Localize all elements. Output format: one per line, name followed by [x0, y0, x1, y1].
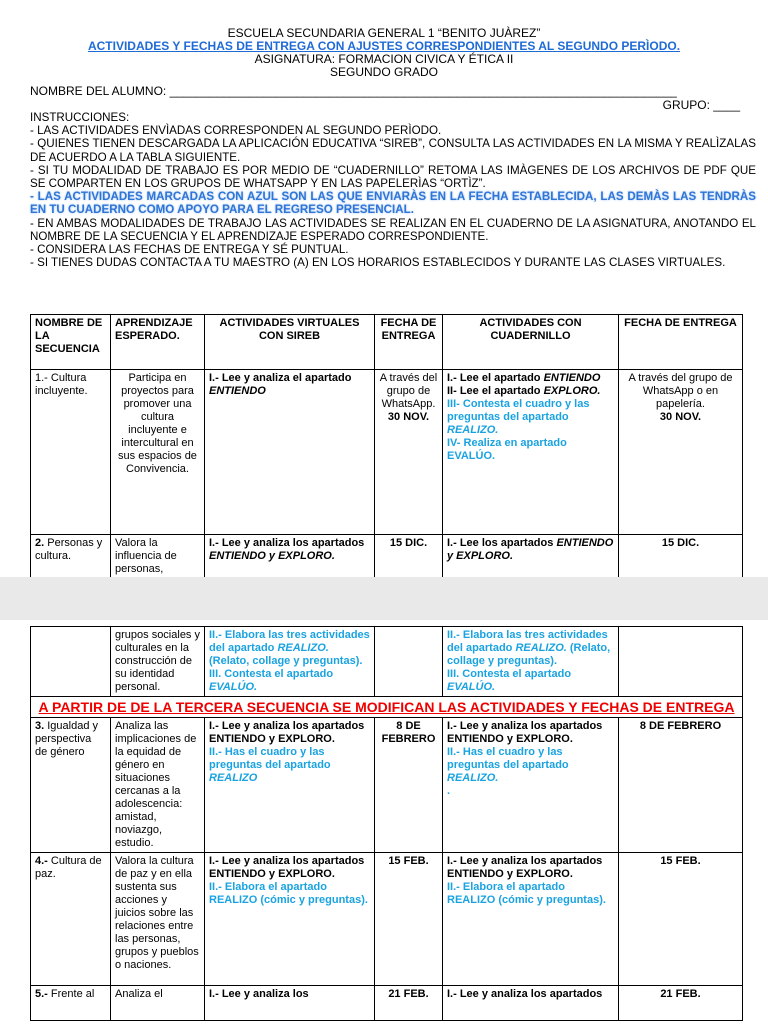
- sireb-cell: II.- Elabora las tres actividades del apartado REALIZO. (Relato, collage y preguntas). III. Contesta el apartado EVALÚO.: [205, 627, 375, 697]
- secuencia-cell: 3. Igualdad y perspectiva de género: [31, 718, 111, 853]
- document-title: ACTIVIDADES Y FECHAS DE ENTREGA CON AJUSTES CORRESPONDIENTES AL SEGUNDO PERÌODO.: [87, 39, 681, 53]
- cuadernillo-cell: I.- Lee el apartado ENTIENDO II- Lee el apartado EXPLORO. III- Contesta el cuadro y las preguntas del apartado REALIZO. IV- Realiza en apartado EVALÚO.: [443, 370, 619, 535]
- col-header-sireb: ACTIVIDADES VIRTUALES CON SIREB: [205, 315, 375, 370]
- instruction-item: - EN AMBAS MODALIDADES DE TRABAJO LAS ACTIVIDADES SE REALIZAN EN EL CUADERNO DE LA ASIGNATURA, ANOTANDO EL NOMBRE DE LA SECUENCIA Y EL APRENDIZAJE ESPERADO CORRESPONDIENTE.: [30, 216, 756, 243]
- fecha-sireb-cell: 15 FEB.: [375, 853, 443, 986]
- secuencia-cell: 2. Personas y cultura.: [31, 535, 111, 578]
- fecha-sireb-cell: 15 DIC.: [375, 535, 443, 578]
- fecha-sireb-cell: A través del grupo de WhatsApp. 30 NOV.: [375, 370, 443, 535]
- student-name-label: NOMBRE DEL ALUMNO: ____________________________________________________________________________: [30, 84, 677, 98]
- cuadernillo-cell: I.- Lee y analiza los apartados ENTIENDO y EXPLORO. II.- Has el cuadro y las preguntas del apartado REALIZO. .: [443, 718, 619, 853]
- fecha-cuadernillo-cell: 21 FEB.: [619, 986, 743, 1021]
- instruction-item: - QUIENES TIENEN DESCARGADA LA APLICACIÓN EDUCATIVA “SIREB”, CONSULTA LAS ACTIVIDADES EN LA MISMA Y REALÌZALAS DE ACUERDO A LA TABLA SIGUIENTE.: [30, 137, 756, 164]
- table-row: [31, 986, 743, 1021]
- fecha-sireb-cell: [375, 627, 443, 697]
- col-header-cuadernillo: ACTIVIDADES CON CUADERNILLO: [443, 315, 619, 370]
- aprendizaje-cell: grupos sociales y culturales en la construcción de su identidad personal.: [111, 627, 205, 697]
- activities-table: [30, 314, 743, 577]
- instruction-item: - LAS ACTIVIDADES ENVÌADAS CORRESPONDEN AL SEGUNDO PERÌODO.: [30, 124, 442, 138]
- student-line: [30, 84, 740, 112]
- instruction-item-highlight: - LAS ACTIVIDADES MARCADAS CON AZUL SON LAS QUE ENVIARÀS EN LA FECHA ESTABLECIDA, LAS DEMÀS LAS TENDRÀS EN TU CUADERNO COMO APOYO PARA EL REGRESO PRESENCIAL.: [30, 190, 756, 217]
- document-page-2: [0, 620, 768, 1024]
- aprendizaje-cell: Analiza el: [111, 986, 205, 1021]
- cuadernillo-cell: I.- Lee los apartados ENTIENDO y EXPLORO.: [443, 535, 619, 578]
- fecha-sireb-cell: 21 FEB.: [375, 986, 443, 1021]
- fecha-cuadernillo-cell: A través del grupo de WhatsApp o en papelería. 30 NOV.: [619, 370, 743, 535]
- table-row: [31, 370, 743, 535]
- instruction-item: - SI TIENES DUDAS CONTACTA A TU MAESTRO (A) EN LOS HORARIOS ESTABLECIDOS Y DURANTE LAS CLASES VIRTUALES.: [30, 256, 726, 270]
- instructions: [30, 111, 756, 269]
- banner-row: [31, 697, 743, 718]
- aprendizaje-cell: Valora la influencia de personas,: [111, 535, 205, 578]
- fecha-cuadernillo-cell: 15 DIC.: [619, 535, 743, 578]
- subject-line: ASIGNATURA: FORMACION CIVICA Y ÉTICA II: [254, 52, 514, 66]
- grade-line: SEGUNDO GRADO: [329, 65, 438, 79]
- table-row: [31, 853, 743, 986]
- secuencia-cell: [31, 627, 111, 697]
- activities-table-continued: [30, 626, 743, 1021]
- col-header-fecha-sireb: FECHA DE ENTREGA: [375, 315, 443, 370]
- secuencia-cell: 5.- Frente al: [31, 986, 111, 1021]
- table-row: [31, 718, 743, 853]
- sireb-cell: I.- Lee y analiza el apartado ENTIENDO: [205, 370, 375, 535]
- fecha-cuadernillo-cell: 8 DE FEBRERO: [619, 718, 743, 853]
- cuadernillo-cell: I.- Lee y analiza los apartados ENTIENDO y EXPLORO. II.- Elabora el apartado REALIZO (cómic y preguntas).: [443, 853, 619, 986]
- sireb-cell: I.- Lee y analiza los: [205, 986, 375, 1021]
- instruction-item: - CONSIDERA LAS FECHAS DE ENTREGA Y SÉ PUNTUAL.: [30, 243, 349, 257]
- fecha-cuadernillo-cell: 15 FEB.: [619, 853, 743, 986]
- cuadernillo-cell: I.- Lee y analiza los apartados: [443, 986, 619, 1021]
- col-header-fecha-cuadernillo: FECHA DE ENTREGA: [619, 315, 743, 370]
- secuencia-cell: 4.- Cultura de paz.: [31, 853, 111, 986]
- sequence-change-banner: A PARTIR DE DE LA TERCERA SECUENCIA SE MODIFICAN LAS ACTIVIDADES Y FECHAS DE ENTREGA: [31, 697, 743, 718]
- table-row: [31, 535, 743, 578]
- sireb-cell: I.- Lee y analiza los apartados ENTIENDO y EXPLORO. II.- Elabora el apartado REALIZO (cómic y preguntas).: [205, 853, 375, 986]
- instruction-item: - SI TU MODALIDAD DE TRABAJO ES POR MEDIO DE “CUADERNILLO” RETOMA LAS IMÀGENES DE LOS ARCHIVOS DE PDF QUE SE COMPARTEN EN LOS GRUPOS DE WHATSAPP Y EN LAS PAPELERÌAS “ORTÌZ”.: [30, 163, 756, 191]
- aprendizaje-cell: Analiza las implicaciones de la equidad de género en situaciones cercanas a la adolescencia: amistad, noviazgo, estudio.: [111, 718, 205, 853]
- col-header-secuencia: NOMBRE DE LA SECUENCIA: [31, 315, 111, 370]
- school-name: ESCUELA SECUNDARIA GENERAL 1 “BENITO JUÀREZ”: [227, 26, 541, 40]
- fecha-sireb-cell: 8 DE FEBRERO: [375, 718, 443, 853]
- aprendizaje-cell: Valora la cultura de paz y en ella sustenta sus acciones y juicios sobre las relaciones entre las personas, grupos y pueblos o naciones.: [111, 853, 205, 986]
- instructions-title: INSTRUCCIONES:: [30, 111, 130, 124]
- document-header: [0, 27, 768, 79]
- table-header-row: [31, 315, 743, 370]
- sireb-cell: I.- Lee y analiza los apartados ENTIENDO y EXPLORO.: [205, 535, 375, 578]
- table-row: [31, 627, 743, 697]
- secuencia-cell: 1.- Cultura incluyente.: [31, 370, 111, 535]
- col-header-aprendizaje: APRENDIZAJE ESPERADO.: [111, 315, 205, 370]
- sireb-cell: I.- Lee y analiza los apartados ENTIENDO y EXPLORO. II.- Has el cuadro y las preguntas del apartado REALIZO: [205, 718, 375, 853]
- group-label: GRUPO: ____: [662, 98, 740, 112]
- cuadernillo-cell: II.- Elabora las tres actividades del apartado REALIZO. (Relato, collage y preguntas). III. Contesta el apartado EVALÚO.: [443, 627, 619, 697]
- fecha-cuadernillo-cell: [619, 627, 743, 697]
- aprendizaje-cell: Participa en proyectos para promover una cultura incluyente e intercultural en sus espacios de Convivencia.: [111, 370, 205, 535]
